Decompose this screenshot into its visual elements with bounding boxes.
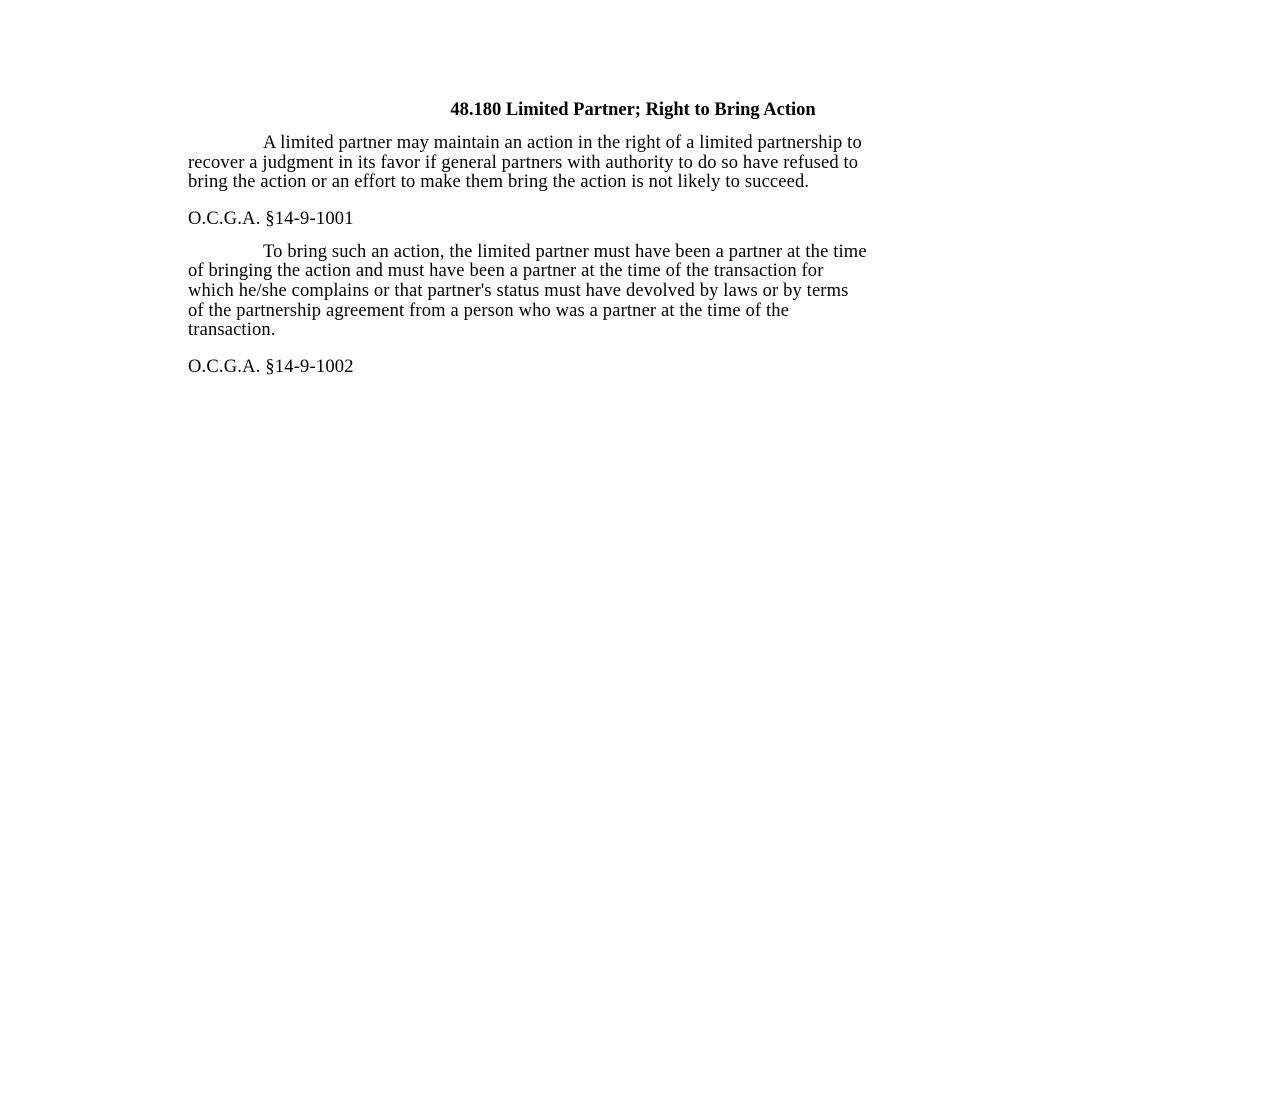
paragraph-partner-status bbox=[188, 243, 1078, 341]
paragraph-line: To bring such an action, the limited partner must have been a partner at the time bbox=[263, 241, 867, 262]
document-page bbox=[188, 99, 1078, 391]
paragraph-line: of bringing the action and must have been a partner at the time of the transaction for bbox=[188, 261, 824, 282]
paragraph-line: bring the action or an effort to make them bring the action is not likely to succeed. bbox=[188, 172, 810, 193]
paragraph-line: A limited partner may maintain an action in the right of a limited partnership to bbox=[263, 133, 862, 153]
citation-1001: O.C.G.A. §14-9-1001 bbox=[188, 208, 354, 229]
paragraph-line: of the partnership agreement from a person who was a partner at the time of the bbox=[188, 300, 790, 321]
citation-1002: O.C.G.A. §14-9-1002 bbox=[188, 356, 354, 377]
paragraph-line: which he/she complains or that partner's status must have devolved by laws or by terms bbox=[188, 280, 849, 301]
paragraph-line: transaction. bbox=[188, 320, 276, 341]
paragraph-limited-partner-action bbox=[188, 134, 1078, 193]
paragraph-line: recover a judgment in its favor if general partners with authority to do so have refused to bbox=[188, 152, 859, 173]
document-title: 48.180 Limited Partner; Right to Bring Action bbox=[450, 100, 816, 120]
